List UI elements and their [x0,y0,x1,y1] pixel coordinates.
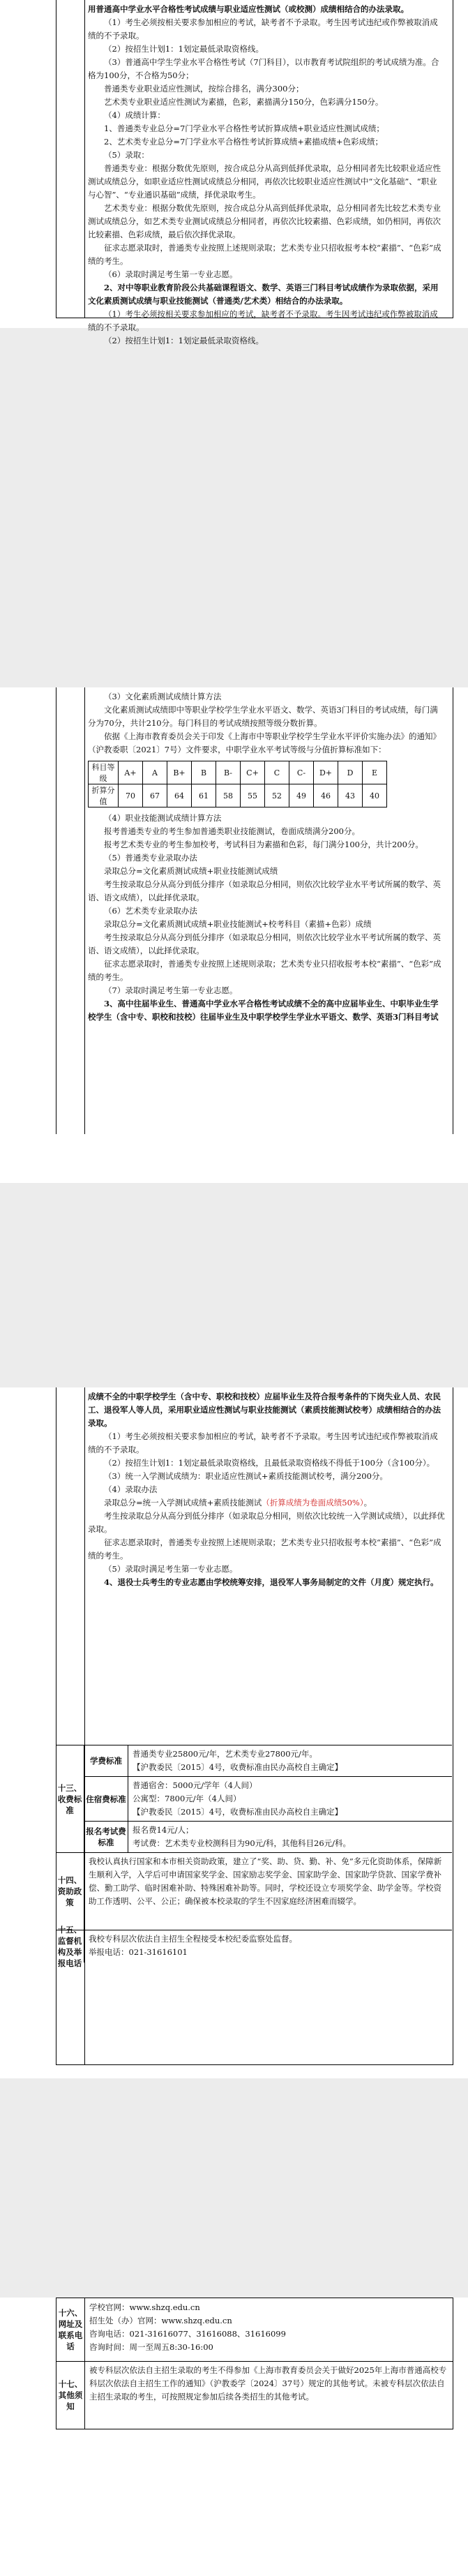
section-content [84,1853,452,1930]
table-cell: D [338,761,363,784]
paragraph: （3）文化素质测试成绩计算方法 [104,692,222,701]
paragraph: （2）按招生计划1：1划定最低录取资格线。 [104,336,264,345]
section-label-cell [56,1925,84,1968]
paragraph: 考生按录取总分从高分到低分排序（如录取总分相同，则依次比较学业水平考试所属的数学、英语、语文成绩），以此择优录取。 [88,879,441,902]
paragraph: 录取总分=文化素质测试成绩+职业技能测试成绩 [104,866,278,876]
paragraph: 报考普通类专业的考生参加普通类职业技能测试，卷面成绩满分200分。 [104,826,360,836]
paragraph: （5）录取： [104,150,149,160]
section-label-cell [56,1853,84,1930]
page-2 [0,687,468,1183]
table-cell: 46 [314,784,338,807]
section-title: 十三、收费标准 [57,1782,82,1815]
page-2-content [88,690,445,1024]
paragraph: （4）成绩计算： [104,110,165,120]
table-row [89,784,387,807]
table-cell: 61 [192,784,216,807]
page-3-sections [56,1745,452,1968]
section-row [56,1745,452,1852]
section-title: 十四、资助政策 [57,1875,82,1907]
section-title: 十六、网址及联系电话 [58,2308,83,2351]
table-cell: C+ [241,761,265,784]
paragraph: 文化素质测试成绩即中等职业学校学生学业水平语文、数学、英语3门科目的考试成绩，每门满分为70分，共计210分。每门科目的考试成绩按照等级分数折算。 [88,705,438,728]
paragraph: 2、艺术类专业总分=7门学业水平合格性考试折算成绩+素描成绩+色彩成绩； [104,137,384,147]
table-cell: 55 [241,784,265,807]
section-row [56,1852,452,1930]
row-header-cell: 折算分值 [89,784,119,807]
fee-text: 普通宿舍：5000元/学年（4人间） 公寓型：7800元/年（4人间） 【沪教委民〔2015〕4号，收费标准由民办高校自主确定】 [133,1780,343,1817]
paragraph: （6）艺术类专业录取办法 [104,906,197,916]
page-4 [0,2298,468,2576]
table-cell: B- [216,761,241,784]
page-4-sections [56,2298,453,2429]
section-title: 十七、其他须知 [58,2379,83,2411]
section-content [85,2298,453,2361]
fee-label: 报名考试费标准 [84,1822,128,1852]
paragraph: （2）按招生计划1：1划定最低录取资格线。 [104,44,264,54]
contact-line: 咨询时间：周一至周五8:30-16:00 [89,2342,213,2352]
table-cell: 40 [363,784,387,807]
table-cell: 52 [265,784,289,807]
table-cell: C [265,761,289,784]
section-label-cell [56,2298,85,2361]
grade-conversion-table [88,761,387,807]
section-row [56,1925,452,1968]
paragraph: 艺术类专业职业适应性测试为素描，色彩，素描满分150分，色彩满分150分。 [104,97,384,107]
table-cell: 64 [167,784,192,807]
page-1 [0,0,468,345]
paragraph: （6）录取时满足考生第一专业志愿。 [104,269,238,279]
paragraph: 考生按录取总分从高分到低分排序（如录取总分相同，则依次比较学业水平考试所属的数学、英语、语文成绩），以此择优录取。 [88,932,441,955]
fee-text: 普通类专业25800元/年，艺术类专业27800元/年。 【沪教委民〔2015〕4号，收费标准由民办高校自主确定】 [133,1749,343,1772]
paragraph: （1）考生必须按相关要求参加相应的考试，缺考者不予录取。考生因考试违纪或作弊被取消成绩的不予录取。 [88,1431,438,1454]
left-column [56,0,85,318]
contact-line: 学校官网：www.shzq.edu.cn [89,2302,200,2312]
page-1-content [88,3,445,348]
fee-row [84,1776,452,1821]
table-cell: A [143,761,167,784]
paragraph: （1）考生必须按相关要求参加相应的考试，缺考者不予录取。考生因考试违纪或作弊被取消成绩的不予录取。 [88,309,438,332]
highlighted-text: （折算成绩为卷面成绩50%） [262,1498,364,1507]
paragraph-text-end: 。 [363,1498,372,1507]
table-cell: 58 [216,784,241,807]
row-header-cell: 科目等级 [89,761,119,784]
section-text: 我校专科层次依法自主招生全程接受本校纪委监察处监督。 举报电话：021-31616101 [89,1934,297,1957]
section-content [84,1745,452,1852]
paragraph: （3）统一入学测试成绩为：职业适应性测试+素质技能测试校考，满分200分。 [104,1471,388,1481]
contact-line: 咨询电话：021-31616077、31616088、31616099 [89,2329,286,2339]
page-3 [0,1387,468,2078]
section-title: 十五、监督机构及举报电话 [57,1925,82,1968]
paragraph: 录取总分=文化素质测试成绩+职业技能测试+校考科目（素描+色彩）成绩 [104,919,372,929]
paragraph: （1）考生必须按相关要求参加相应的考试，缺考者不予录取。考生因考试违纪或作弊被取消成绩的不予录取。 [88,17,438,40]
fee-label: 学费标准 [84,1745,128,1776]
paragraph-text: 录取总分=统一入学测试成绩+素质技能测试 [104,1498,262,1507]
table-cell: 70 [119,784,143,807]
section-row [56,2361,453,2429]
paragraph: 征求志愿录取时，普通类专业按照上述规则录取；艺术类专业只招收报考本校“素描”、“色彩”成绩的考生。 [88,243,441,266]
table-cell: 67 [143,784,167,807]
paragraph: 2、对中等职业教育阶段公共基础课程语文、数学、英语三门科目考试成绩作为录取依据，采用文化素质测试成绩与职业技能测试（普通类/艺术类）相结合的办法录取。 [88,283,439,306]
paragraph: 依据《上海市教育委员会关于印发《上海市中等职业学校学生学业水平评价实施办法》的通知》（沪教委职〔2021〕7号）文件要求，中职学业水平考试等级与分值折算标准如下： [88,731,441,754]
table-cell: B [192,761,216,784]
table-cell: E [363,761,387,784]
section-label-cell [56,1745,84,1852]
paragraph: 征求志愿录取时，普通类专业按照上述规则录取；艺术类专业只招收报考本校“素描”、“色彩”成绩的考生。 [88,1538,441,1561]
paragraph: 艺术类专业：根据分数优先原则，按合成总分从高到低择优录取，总分相同者先比较艺术类专业测试成绩总分，如艺术类专业测试成绩总分相同者，再依次比较素描、色彩成绩，如仍相同，再依次比较素描、色彩成绩，最后依次择优录取。 [88,203,441,239]
paragraph: 考生按录取总分从高分到低分排序（如录取总分相同，则依次比较统一入学测试成绩），以此择优录取。 [88,1511,445,1534]
fee-row [84,1745,452,1776]
paragraph: （7）录取时满足考生第一专业志愿。 [104,985,238,995]
paragraph: （3）普通高中学生学业水平合格性考试（7门科目），以市教育考试院组织的考试成绩为准。合格为100分，不合格为50分； [88,57,439,80]
page-3-content [88,1390,445,1589]
section-text: 我校认真执行国家和本市相关资助政策，建立了“奖、助、贷、勤、补、免”多元化资助体系，保障新生顺利入学，入学后可申请国家奖学金、国家励志奖学金、国家助学金、国家助学贷款、国家学费补偿、勤工助学、临时困难补助、特殊困难补助等。同时，学校还设立专项奖学金、助学金等。学校资助工作透明、公平、公正；确保被本校录取的学生不因家庭经济困难而辍学。 [89,1856,442,1906]
section-row [56,2298,453,2361]
section-text: 被专科层次依法自主招生录取的考生不得参加《上海市教育委员会关于做好2025年上海市普通高校专科层次依法自主招生工作的通知》（沪教委学〔2024〕37号）规定的其他考试。未被专科层次依法自主招生录取的考生，可按照规定参加后续各类招生的其他考试。 [89,2365,447,2402]
table-cell: 43 [338,784,363,807]
paragraph: 征求志愿录取时，普通类专业按照上述规则录取；艺术类专业只招收报考本校“素描”、“色彩”成绩的考生。 [88,959,441,982]
paragraph: （4）录取办法 [104,1484,158,1494]
fee-label: 住宿费标准 [84,1777,128,1821]
section-content [84,1930,452,1963]
paragraph: 用普通高中学业水平合格性考试成绩与职业适应性测试（或校测）成绩相结合的办法录取。 [88,4,409,14]
table-cell: C- [289,761,314,784]
paragraph: 4、退役士兵考生的专业志愿由学校统筹安排，退役军人事务局制定的文件（月度）规定执行。 [104,1577,439,1587]
left-column [56,687,85,1134]
paragraph: （2）按招生计划1：1划定最低录取资格线，且最低录取资格线不得低于100分（含100分）。 [104,1458,435,1468]
paragraph: 成绩不全的中职学校学生（含中专、职校和技校）应届毕业生及符合报考条件的下岗失业人员、农民工、退役军人等人员，采用职业适应性测试与职业技能测试（素质技能测试校考）成绩相结合的办法录取。 [88,1392,441,1428]
fee-text: 报名费14元/人； 考试费：艺术类专业校测科目为90元/科，其他科目26元/科。 [133,1825,352,1848]
table-cell: 49 [289,784,314,807]
paragraph: （5）普通类专业录取办法 [104,853,197,863]
fee-row [84,1821,452,1852]
paragraph: 普通类专业职业适应性测试，按综合排名，满分300分； [104,84,304,94]
table-cell: B+ [167,761,192,784]
paragraph: 报考艺术类专业的考生参加校考，考试科目为素描和色彩，每门满分100分，共计200分。 [104,840,423,849]
table-cell: D+ [314,761,338,784]
section-label-cell [56,2362,85,2429]
paragraph: （5）录取时满足考生第一专业志愿。 [104,1564,238,1574]
contact-line: 招生处（办）官网：www.shzq.edu.cn [89,2316,232,2325]
paragraph: 1、普通类专业总分=7门学业水平合格性考试折算成绩+职业适应性测试成绩； [104,124,384,133]
paragraph: 3、高中往届毕业生、普通高中学业水平合格性考试成绩不全的高中应届毕业生、中职毕业生学校学生（含中专、职校和技校）往届毕业生及中职学校学生学业水平语文、数学、英语3门科目考试 [88,999,439,1022]
paragraph: 普通类专业：根据分数优先原则，按合成总分从高到低择优录取，总分相同者先比较职业适应性测试成绩总分，如职业适应性测试成绩总分相同，再依次比较职业适应性测试中“文化基础”、“职业与心智”、“专业通识基础”成绩，择优录取考生。 [88,163,441,200]
table-row [89,761,387,784]
paragraph [88,1496,445,1510]
paragraph: （4）职业技能测试成绩计算方法 [104,813,222,823]
section-content [85,2362,453,2429]
table-cell: A+ [119,761,143,784]
